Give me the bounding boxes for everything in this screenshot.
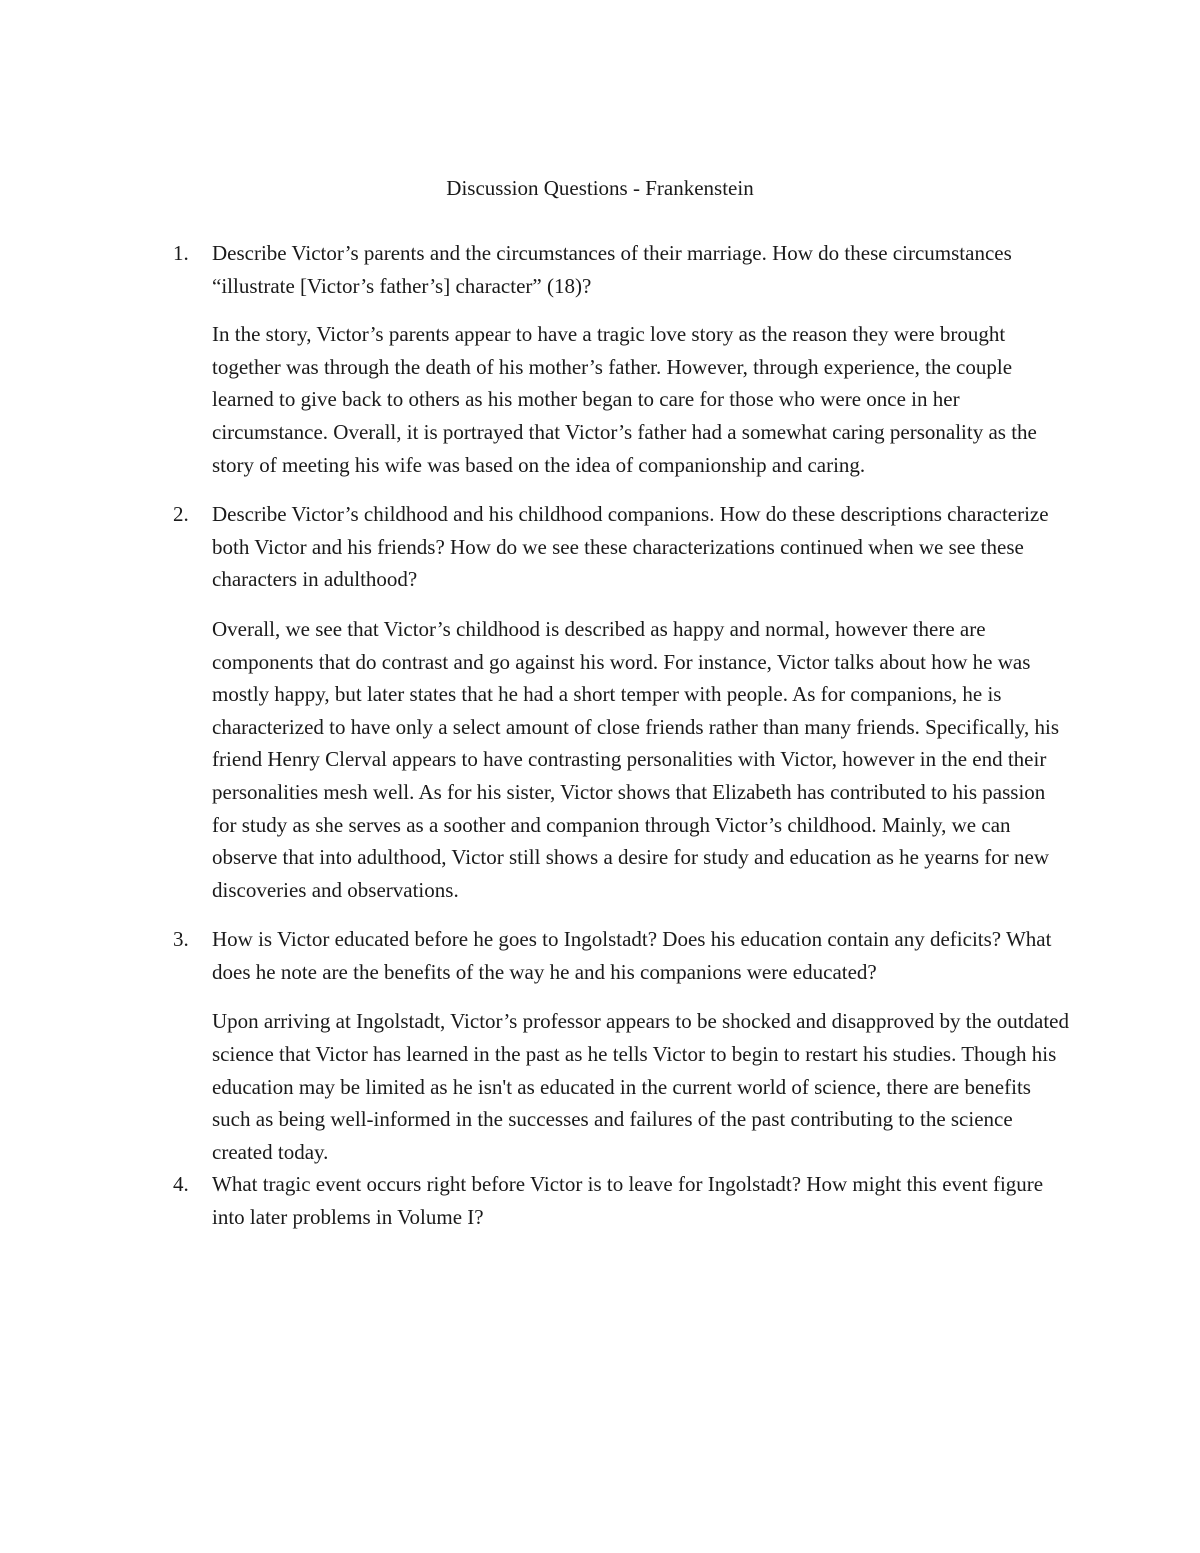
question-text: Describe Victor’s childhood and his childhood companions. How do these descriptions characterize both Victor and his friends? How do we see these characterizations continued when we see these characters in adulthood? xyxy=(212,502,1049,592)
answer-text: Upon arriving at Ingolstadt, Victor’s professor appears to be shocked and disapproved by the outdated science that Victor has learned in the past as he tells Victor to begin to restart his studies. Though his education may be limited as he isn't as educated in the current world of science, there are benefits such as being well-informed in the successes and failures of the past contributing to the science created today. xyxy=(212,1009,1070,1164)
question-list xyxy=(170,237,1070,1234)
question-number: 3. xyxy=(173,927,189,952)
question-item-3 xyxy=(170,923,1070,1168)
question-number: 4. xyxy=(173,1172,189,1197)
document-title: Discussion Questions - Frankenstein xyxy=(446,176,754,200)
question-item-4 xyxy=(170,1168,1070,1233)
question-item-2 xyxy=(170,498,1070,906)
question-text: How is Victor educated before he goes to Ingolstadt? Does his education contain any deficits? What does he note are the benefits of the way he and his companions were educated? xyxy=(212,927,1052,984)
answer-text: Overall, we see that Victor’s childhood is described as happy and normal, however there are components that do contrast and go against his word. For instance, Victor talks about how he was mostly happy, but later states that he had a short temper with people. As for companions, he is characterized to have only a select amount of close friends rather than many friends. Specifically, his friend Henry Clerval appears to have contrasting personalities with Victor, however in the end their personalities mesh well. As for his sister, Victor shows that Elizabeth has contributed to his passion for study as she serves as a soother and companion through Victor’s childhood. Mainly, we can observe that into adulthood, Victor still shows a desire for study and education as he yearns for new discoveries and observations. xyxy=(212,616,1060,902)
question-number: 2. xyxy=(173,502,189,527)
question-item-1 xyxy=(170,237,1070,481)
question-text: Describe Victor’s parents and the circumstances of their marriage. How do these circumstances “illustrate [Victor’s father’s] character” (18)? xyxy=(212,241,1012,298)
question-text: What tragic event occurs right before Victor is to leave for Ingolstadt? How might this event figure into later problems in Volume I? xyxy=(212,1172,1044,1230)
question-number: 1. xyxy=(173,241,189,265)
answer-text: In the story, Victor’s parents appear to have a tragic love story as the reason they were brought together was through the death of his mother’s father. However, through experience, the couple learned to give back to others as his mother began to care for those who were once in her circumstance. Overall, it is portrayed that Victor’s father had a somewhat caring personality as the story of meeting his wife was based on the idea of companionship and caring. xyxy=(212,322,1037,477)
